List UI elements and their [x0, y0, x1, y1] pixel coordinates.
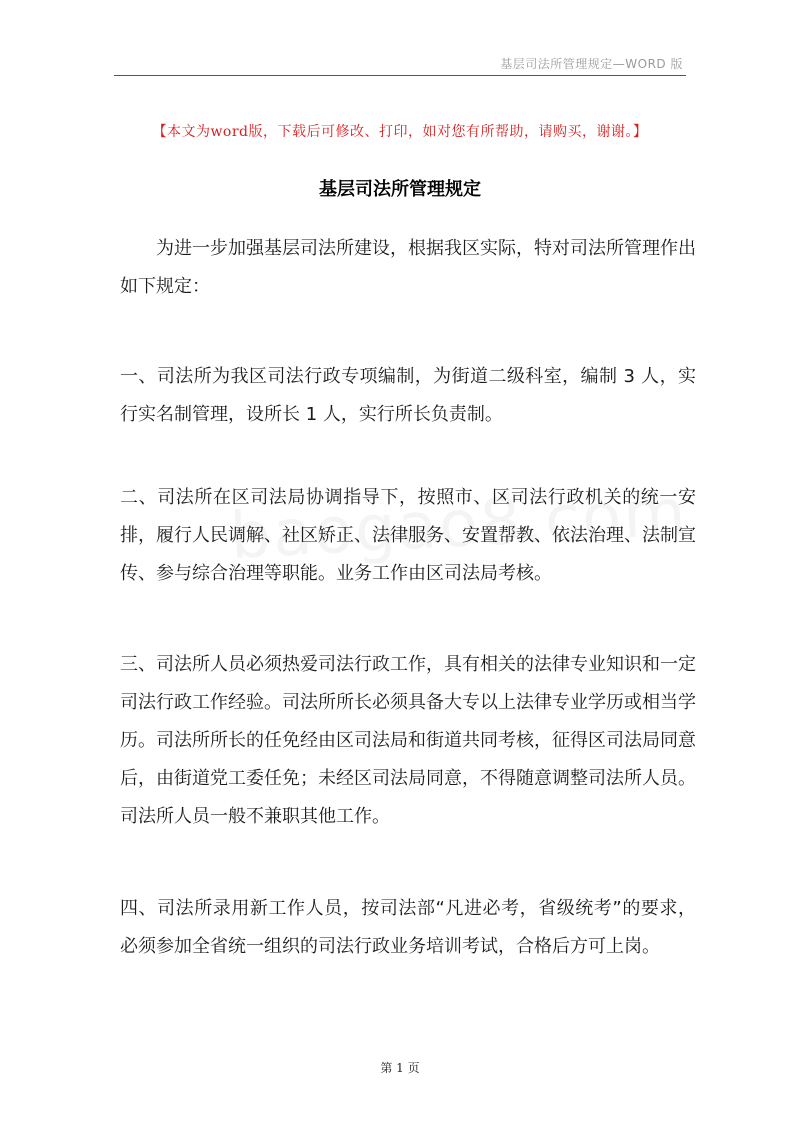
clause-1: 一、司法所为我区司法行政专项编制，为街道二级科室，编制 3 人，实行实名制管理，设所长 1 人，实行所长负责制。 [120, 366, 696, 425]
running-header: 基层司法所管理规定—WORD 版 [500, 57, 683, 71]
clause-3: 三、司法所人员必须热爱司法行政工作，具有相关的法律专业知识和一定司法行政工作经验。司法所所长必须具备大专以上法律专业学历或相当学历。司法所所长的任免经由区司法局和街道共同考核，征得区司法局同意后，由街道党工委任免；未经区司法局同意，不得随意调整司法所人员。司法所人员一般不兼职其他工作。 [120, 654, 696, 827]
intro-paragraph: 为进一步加强基层司法所建设，根据我区实际，特对司法所管理作出如下规定： [120, 238, 696, 297]
page-number: 第 1 页 [380, 1061, 420, 1075]
purchase-notice: 【本文为word版，下载后可修改、打印，如对您有所帮助，请购买，谢谢。】 [152, 124, 648, 140]
header-rule [114, 75, 686, 76]
clause-2: 二、司法所在区司法局协调指导下，按照市、区司法行政机关的统一安排，履行人民调解、社区矫正、法律服务、安置帮教、依法治理、法制宣传、参与综合治理等职能。业务工作由区司法局考核。 [120, 487, 696, 584]
document-title: 基层司法所管理规定 [319, 179, 481, 200]
clause-4: 四、司法所录用新工作人员，按司法部“凡进必考，省级统考”的要求，必须参加全省统一组织的司法行政业务培训考试，合格后方可上岗。 [120, 898, 696, 957]
